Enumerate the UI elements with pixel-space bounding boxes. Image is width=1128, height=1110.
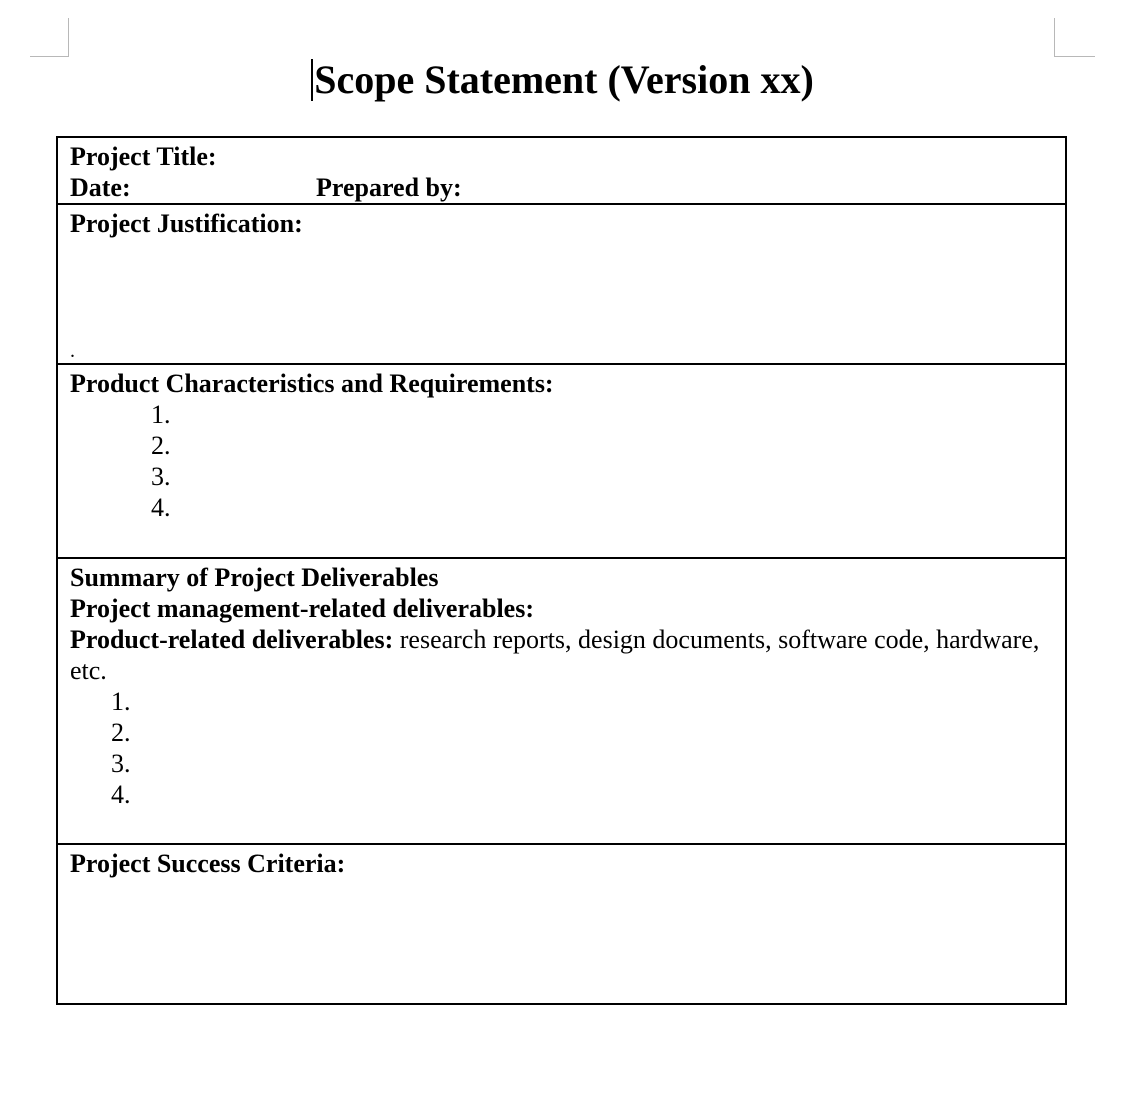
justification-dot: . <box>70 340 75 362</box>
product-deliverables-label: Product-related deliverables: <box>70 625 394 654</box>
list-item: 3. <box>151 462 171 491</box>
cell-justification[interactable] <box>57 204 1066 364</box>
crop-mark-top-right <box>1054 18 1095 57</box>
document-title[interactable]: Scope Statement (Version xx) <box>314 57 814 102</box>
summary-label: Summary of Project Deliverables <box>70 563 439 592</box>
success-criteria-label: Project Success Criteria: <box>70 849 346 878</box>
product-characteristics-list <box>70 399 1053 523</box>
list-item: 1. <box>151 400 171 429</box>
cell-deliverables[interactable] <box>57 558 1066 844</box>
product-characteristics-label: Product Characteristics and Requirements: <box>70 369 554 398</box>
scope-statement-table <box>56 136 1067 1005</box>
table-row-success-criteria <box>57 844 1066 1004</box>
project-title-label: Project Title: <box>70 142 217 171</box>
table-row-deliverables <box>57 558 1066 844</box>
pm-deliverables-label: Project management-related deliverables: <box>70 594 535 623</box>
text-cursor <box>311 59 313 101</box>
list-item: 2. <box>151 431 171 460</box>
document-title-block[interactable] <box>0 56 1128 104</box>
cell-success-criteria[interactable] <box>57 844 1066 1004</box>
product-deliverables-text: research reports, design documents, software code, hardware, etc. <box>70 625 1040 685</box>
cell-title-date[interactable] <box>57 137 1066 204</box>
justification-label: Project Justification: <box>70 209 303 238</box>
prepared-by-label: Prepared by: <box>316 173 462 202</box>
product-deliverables-paragraph <box>70 624 1053 686</box>
table-row-title-date <box>57 137 1066 204</box>
cell-product-characteristics[interactable] <box>57 364 1066 558</box>
list-item: 4. <box>111 780 131 809</box>
product-deliverables-list <box>70 686 1053 810</box>
list-item: 4. <box>151 493 171 522</box>
date-label: Date: <box>70 173 131 202</box>
table-row-justification <box>57 204 1066 364</box>
list-item: 1. <box>111 687 131 716</box>
crop-mark-top-left <box>30 18 69 57</box>
table-row-product-characteristics <box>57 364 1066 558</box>
list-item: 3. <box>111 749 131 778</box>
list-item: 2. <box>111 718 131 747</box>
